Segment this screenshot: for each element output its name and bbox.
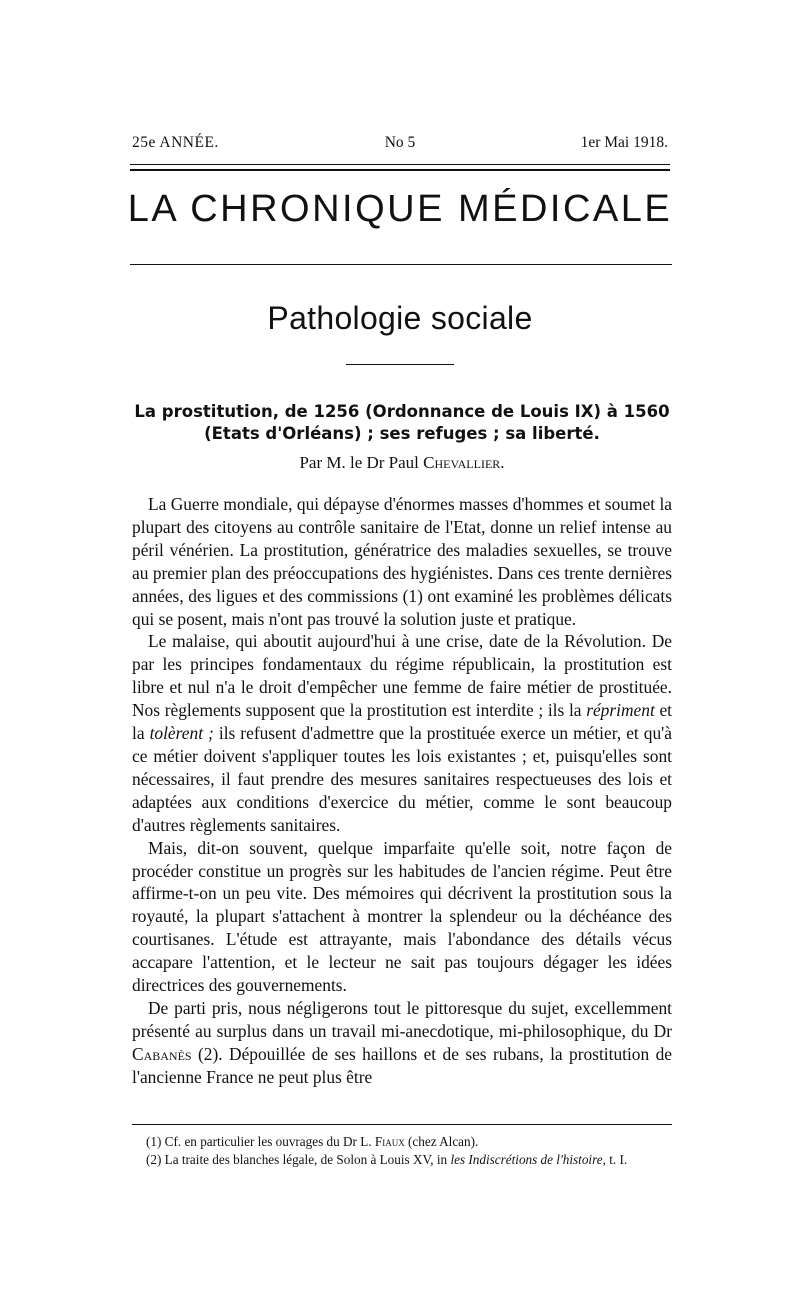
emphasis-text: tolèrent ; (149, 723, 214, 744)
paragraph: Mais, dit-on souvent, quelque imparfaite qu'elle soit, notre façon de procéder constitue un progrès sur les habitudes de l'ancien régime. Peut être affirme-t-on un peu vite. Des mémoires qui décrivent la prostitution sous la royauté, la plupart s'attachent à montrer la splendeur ou la déchéance des courtisanes. L'étude est attrayante, mais l'abondance des détails vécus accapare l'attention, et le lecteur ne sait pas toujours dégager les idées directrices des gouvernements. (132, 837, 672, 996)
author-name: Chevallier. (423, 453, 505, 472)
issue-date: 1er Mai 1918. (580, 134, 668, 151)
masthead-double-rule (130, 164, 670, 171)
issue-number: No 5 (384, 134, 416, 151)
masthead (132, 134, 668, 156)
section-rule (346, 364, 454, 365)
cited-name: Cabanès (132, 1043, 192, 1064)
paragraph-text: Le malaise, qui aboutit aujourd'hui à une crise, date de la Révolution. De par les principes fondamentaux du régime républicain, la prostitution est libre et nul n'a le droit d'empêcher une femme de faire métier de prostituée. Nos règlements supposent que la prostitution est interdite ; ils la (132, 631, 672, 721)
byline-prefix: Par M. le Dr Paul (299, 453, 424, 472)
footnote-rule (132, 1124, 672, 1125)
paragraph-text: (2). Dépouillée de ses haillons et de ses rubans, la prostitution de l'ancienne France ne peut plus être (132, 1043, 672, 1087)
footnote-text: , t. I. (602, 1152, 628, 1167)
footnote-text: (1) Cf. en particulier les ouvrages du Dr L. (146, 1134, 375, 1149)
footnote-1 (132, 1133, 672, 1151)
footnote-text: (chez Alcan). (404, 1134, 479, 1149)
article-title-line-1: La prostitution, de 1256 (Ordonnance de Louis IX) à 1560 (134, 402, 670, 421)
article-body (132, 493, 672, 1089)
section-title: Pathologie sociale (267, 300, 533, 336)
paragraph (132, 630, 672, 836)
paragraph-text: De parti pris, nous négligerons tout le pittoresque du sujet, excellemment présenté au surplus dans un travail mi-anecdotique, mi-philosophique, du Dr (132, 997, 672, 1041)
title-rule (130, 264, 672, 265)
cited-name: Fiaux (374, 1134, 405, 1149)
paragraph: La Guerre mondiale, qui dépayse d'énormes masses d'hommes et soumet la plupart des citoyens au contrôle sanitaire de l'Etat, donne un relief intense au péril vénérien. La prostitution, génératrice des maladies sexuelles, se trouve au premier plan des préoccupations des hygiénistes. Dans ces trente dernières années, des ligues et des commissions (1) ont examiné les problèmes délicats qui se posent, mais n'ont pas trouvé la solution juste et pratique. (132, 494, 672, 629)
footnote-text: (2) La traite des blanches légale, de Solon à Louis XV, in (146, 1152, 451, 1167)
emphasis-text: répriment (586, 700, 655, 721)
emphasis-text: les Indiscrétions de l'histoire (450, 1152, 603, 1167)
footnote-2 (132, 1151, 672, 1169)
article-title (134, 401, 670, 445)
paragraph (132, 997, 672, 1089)
footnotes (132, 1133, 672, 1169)
journal-title: LA CHRONIQUE MÉDICALE (127, 188, 673, 230)
byline (134, 453, 670, 473)
paragraph-text: ils refusent d'admettre que la prostituée exerce un métier, et qu'à ce métier doivent s'appliquer toutes les lois existantes ; et, puisqu'elles sont nécessaires, il faut prendre des mesures sanitaires respectueuses des lois et adaptées aux conditions d'exercice du métier, comme le sont beaucoup d'autres règlements sanitaires. (132, 723, 673, 835)
article-title-line-2: (Etats d'Orléans) ; ses refuges ; sa liberté. (204, 424, 600, 443)
year-number: 25e ANNÉE. (132, 134, 219, 151)
paragraph-text: et la (132, 700, 673, 744)
